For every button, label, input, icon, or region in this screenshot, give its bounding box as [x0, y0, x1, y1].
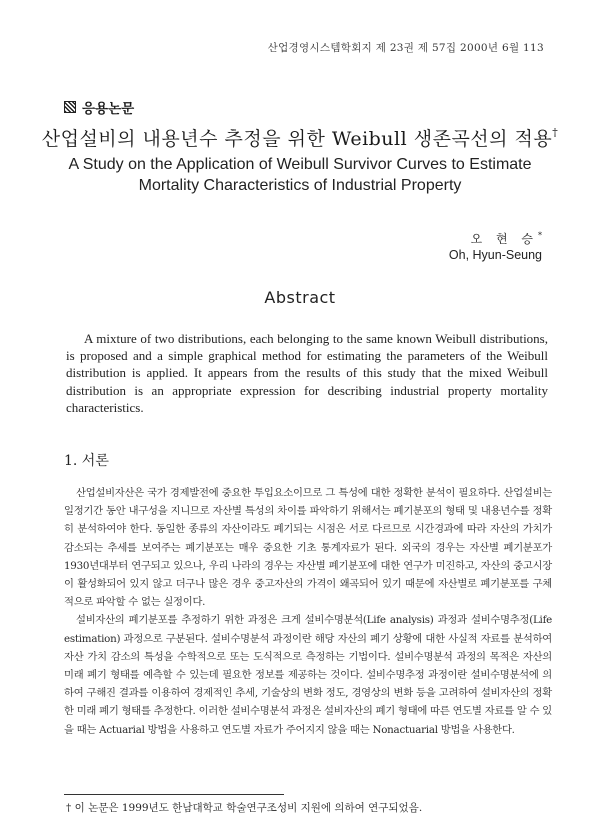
title-english-line-2: Mortality Characteristics of Industrial Property [138, 177, 462, 194]
paragraph: 설비자산의 폐기분포를 추정하기 위한 과정은 크게 설비수명분석(Life analysis) 과정과 설비수명추정(Life estimation) 과정으로 구분된다. 설비수명분석 과정이란 해당 자산의 폐기 상황에 대한 사실적 자료를 분석하여 자산 가치 감소의 특성을 수학적으로 또는 도식적으로 측정하는 기법이다. 설비수명분석 과정의 목적은 자산의 미래 폐기 형태를 예측할 수 있는데 필요한 정보를 제공하는 것이다. 설비수명추정 과정이란 설비수명분석에 의하여 구해진 결과를 이용하여 경제적인 추세, 기술상의 변화 정도, 경영상의 변화 등을 고려하여 설비자산의 정확한 미래 폐기 형태를 추정한다. 이러한 설비수명분석 과정은 설비자산의 폐기 형태에 따른 연도별 자료를 알 수 있을 때는 Actuarial 방법을 사용하고 연도별 자료가 주어지지 않을 때는 Nonactuarial 방법을 사용한다. [64, 614, 552, 736]
abstract-body: A mixture of two distributions, each belonging to the same known Weibull distributions, is proposed and a simple graphical method for estimating the parameters of the Weibull distribution is applied. It appears from the results of this study that the mixed Weibull distribution is an appropriate expression for describing industrial property mortality characteristics. [66, 331, 548, 415]
running-header: 산업경영시스템학회지 제 23권 제 57집 2000년 6월 113 [267, 42, 544, 54]
title-footnote-marker: † [552, 126, 559, 139]
author-korean-name: 오 현 승 [470, 232, 538, 246]
title-english-line-1: A Study on the Application of Weibull Survivor Curves to Estimate [68, 156, 532, 173]
title-english [0, 154, 600, 196]
paragraph: 산업설비자산은 국가 경제발전에 중요한 투입요소이므로 그 특성에 대한 정확한 분석이 필요하다. 산업설비는 일정기간 동안 내구성을 지니므로 자산별 특성의 차이를 파악하기 위해서는 폐기분포의 형태 및 내용년수를 정확히 분석하여야 한다. 동일한 종류의 자산이라도 폐기되는 시점은 서로 다르므로 시간경과에 따라 자산의 가치가 감소되는 추세를 보여주는 폐기분포는 매우 중요한 기초 통계자료가 된다. 외국의 경우는 자산별 폐기분포가 1930년대부터 연구되고 있으나, 우리 나라의 경우는 자산별 폐기분포에 대한 연구가 미진하고, 자산의 중고시장이 활성화되어 있지 않고 더구나 많은 경우 중고자산의 가격이 왜곡되어 있기 때문에 자산별로 폐기분포를 구체적으로 파악할 수 없는 실정이다. [64, 487, 552, 609]
section-heading-introduction: 1. 서론 [64, 453, 109, 469]
author-english: Oh, Hyun-Seung [448, 248, 542, 262]
title-korean-text: 산업설비의 내용년수 추정을 위한 Weibull 생존곡선의 적용 [41, 128, 553, 150]
author-marker: * [538, 231, 542, 240]
article-category-label: 응용논문 [82, 101, 135, 117]
footnote: † 이 논문은 1999년도 한남대학교 학술연구조성비 지원에 의하여 연구되었음. [66, 802, 423, 814]
footnote-divider [64, 794, 284, 795]
category-square-icon [64, 101, 76, 113]
author-korean [471, 230, 542, 247]
title-korean [0, 124, 600, 151]
section-body-introduction [64, 484, 552, 739]
abstract-heading: Abstract [264, 288, 336, 307]
article-category [64, 97, 134, 117]
